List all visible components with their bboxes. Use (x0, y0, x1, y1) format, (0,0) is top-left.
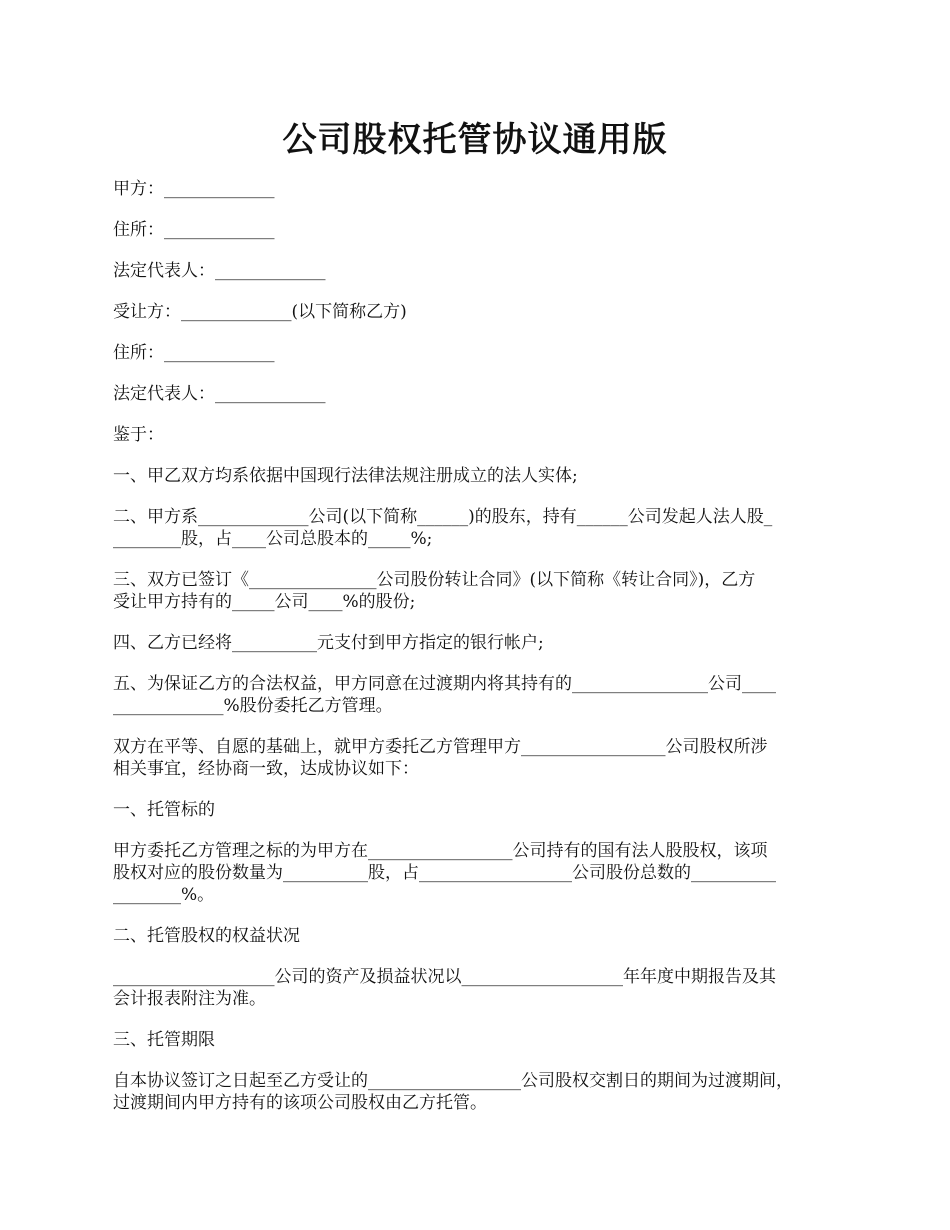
text-line: 股权对应的股份数量为__________股，占__________________公司股份总数的__________ (113, 863, 776, 883)
transferee-line (113, 301, 853, 323)
text-line: 住所：_____________ (113, 343, 275, 363)
party-a-line (113, 178, 853, 200)
text-line: 一、托管标的 (113, 800, 215, 820)
recital-4 (113, 632, 853, 654)
text-line: 四、乙方已经将__________元支付到甲方指定的银行帐户; (113, 633, 544, 653)
section-heading-1 (113, 799, 853, 821)
text-line: 五、为保证乙方的合法权益，甲方同意在过渡期内将其持有的________________公司____ (113, 674, 776, 694)
section-3-body (113, 1070, 853, 1114)
text-line: ________股，占____公司总股本的_____%; (113, 529, 433, 549)
recital-3 (113, 569, 853, 613)
text-line: 二、托管股权的权益状况 (113, 926, 300, 946)
text-line: 二、甲方系_____________公司(以下简称______)的股东，持有______公司发起人法人股_ (113, 507, 773, 527)
section-heading-2 (113, 925, 853, 947)
party-b-address-line (113, 342, 853, 364)
text-line: 法定代表人：_____________ (113, 384, 326, 404)
recital-2 (113, 506, 853, 550)
text-line: ________%。 (113, 885, 215, 905)
section-heading-3 (113, 1029, 853, 1051)
text-line: 双方在平等、自愿的基础上，就甲方委托乙方管理甲方_________________公司股权所涉 (113, 737, 768, 757)
document-title: 公司股权托管协议通用版 (282, 120, 668, 160)
text-line: 三、托管期限 (113, 1030, 215, 1050)
text-line: _____________%股份委托乙方管理。 (113, 696, 393, 716)
party-a-address-line (113, 219, 853, 241)
recital-1 (113, 465, 853, 487)
text-line: 自本协议签订之日起至乙方受让的__________________公司股权交割日的期间为过渡期间， (113, 1071, 793, 1091)
agreement-preamble (113, 736, 853, 780)
text-line: ___________________公司的资产及损益状况以___________________年年度中期报告及其 (113, 967, 776, 987)
section-2-body (113, 966, 853, 1010)
party-b-representative-line (113, 383, 853, 405)
text-line: 甲方：_____________ (113, 179, 275, 199)
text-line: 三、双方已签订《_______________公司股份转让合同》(以下简称《转让合同》)，乙方 (113, 570, 756, 590)
text-line: 法定代表人：_____________ (113, 261, 326, 281)
text-line: 受让甲方持有的_____公司____%的股份; (113, 592, 416, 612)
text-line: 会计报表附注为准。 (113, 989, 266, 1009)
text-line: 住所：_____________ (113, 220, 275, 240)
document-body (113, 178, 853, 1133)
text-line: 过渡期间内甲方持有的该项公司股权由乙方托管。 (113, 1093, 487, 1113)
text-line: 甲方委托乙方管理之标的为甲方在_________________公司持有的国有法人股股权，该项 (113, 841, 768, 861)
text-line: 相关事宜，经协商一致，达成协议如下： (113, 759, 419, 779)
party-a-representative-line (113, 260, 853, 282)
text-line: 鉴于： (113, 425, 164, 445)
recital-5 (113, 673, 853, 717)
text-line: 受让方：_____________(以下简称乙方) (113, 302, 407, 322)
section-1-body (113, 840, 853, 906)
text-line: 一、甲乙双方均系依据中国现行法律法规注册成立的法人实体; (113, 466, 578, 486)
whereas-heading (113, 424, 853, 446)
